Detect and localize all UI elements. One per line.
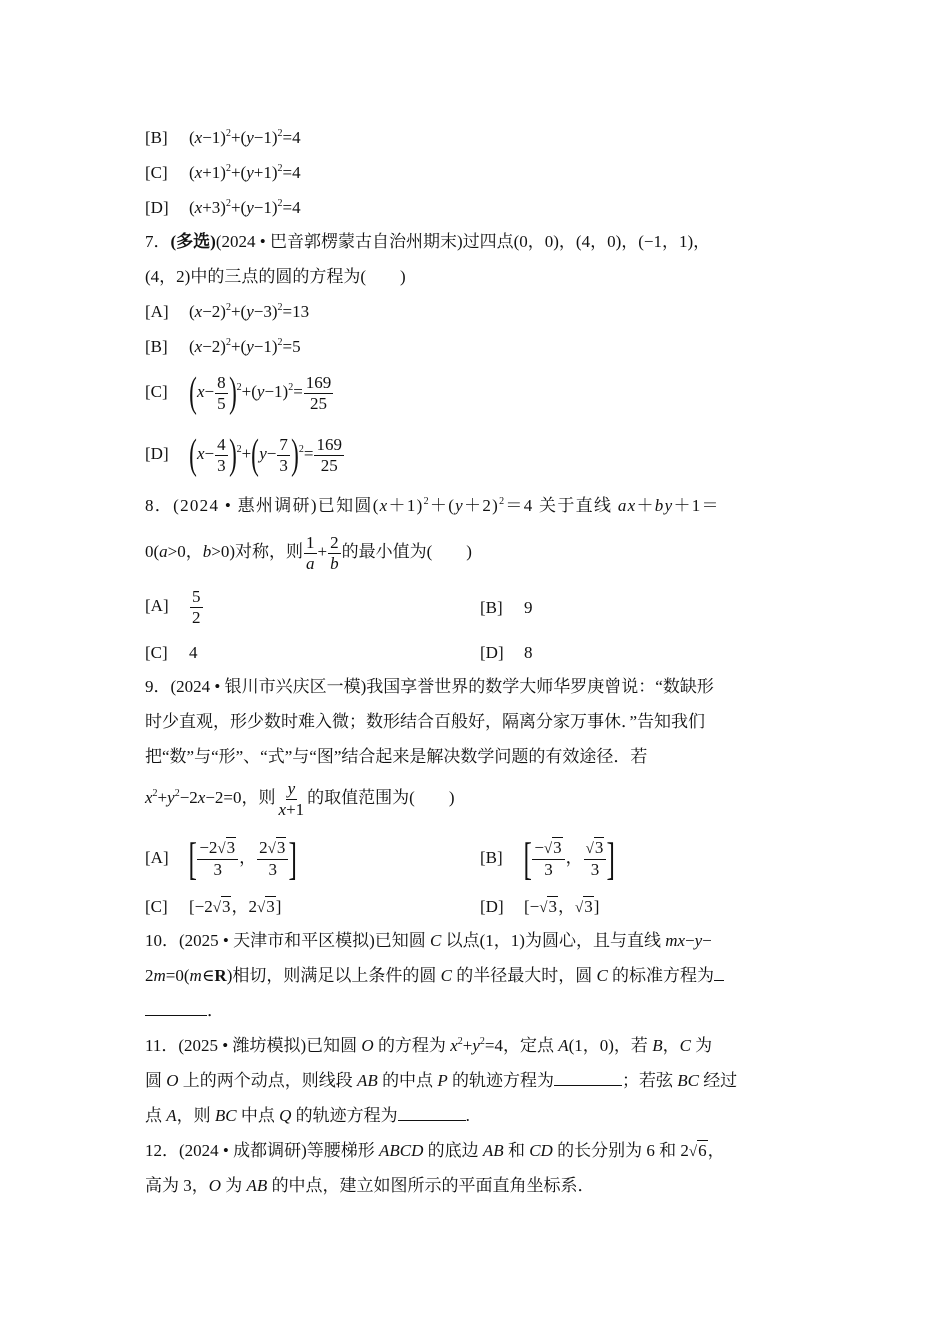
q11-stem-line1 xyxy=(145,1034,712,1058)
question-stem: 过四点(0，0)，(4，0)，(−1，1)， xyxy=(462,232,711,251)
q8-option-a xyxy=(145,584,204,628)
q8-option-b xyxy=(480,596,533,620)
q10-stem-line2 xyxy=(145,964,724,988)
q8-stem-line1 xyxy=(145,494,720,518)
option-label: [B] xyxy=(480,598,503,617)
q11-stem-line2 xyxy=(145,1069,737,1093)
q12-stem-line2 xyxy=(145,1174,595,1198)
answer-blank[interactable] xyxy=(554,1085,622,1086)
answer-blank[interactable] xyxy=(714,980,724,981)
q7-option-d xyxy=(145,432,345,479)
option-label: [B] xyxy=(145,337,168,356)
option-label: [B] xyxy=(480,848,503,867)
question-stem: 已知圆$(x+1)^2+(y+2)^2=4$ 关于直线 ax＋by＋1＝ xyxy=(317,496,720,515)
option-label: [A] xyxy=(145,302,169,321)
option-label: [D] xyxy=(480,897,504,916)
question-stem: 圆 O 上的两个动点，则线段 AB 的中点 P 的轨迹方程为 ；若弦 BC 经过 xyxy=(145,1071,738,1090)
option-label: [A] xyxy=(145,596,169,615)
option-label: [D] xyxy=(145,444,169,463)
q6-option-b xyxy=(145,126,301,150)
question-source: (2025 • 潍坊模拟) xyxy=(178,1036,307,1055)
option-formula: [ $\frac{-2√3}{3}$ ， $\frac{2√3}{3}$ ] xyxy=(188,833,298,885)
answer-blank[interactable] xyxy=(398,1120,466,1121)
question-number: 9． xyxy=(145,677,171,696)
option-text: $(x+3)^2+(y-1)^2=4$ xyxy=(189,198,301,217)
q7-stem-line1 xyxy=(145,230,710,254)
question-number: 12． xyxy=(145,1141,179,1160)
q9-stem-line1 xyxy=(145,675,714,699)
option-label: [D] xyxy=(480,643,504,662)
question-number: 8． xyxy=(145,496,174,515)
q8-option-d xyxy=(480,641,533,665)
q7-option-a xyxy=(145,300,309,324)
option-label: [C] xyxy=(145,382,168,401)
question-number: 11． xyxy=(145,1036,179,1055)
question-stem: ． xyxy=(207,1001,224,1020)
q9-option-b xyxy=(480,833,616,885)
option-text: $(x-2)^2+(y-1)^2=5$ xyxy=(189,337,301,356)
q12-stem-line1 xyxy=(145,1139,725,1164)
question-stem: 0(a>0，b>0)对称，则 $\frac{1}{a}$ + $\frac{2}{b}$ 的最小值为( ) xyxy=(145,532,472,573)
question-source: (2024 • 银川市兴庆区一模) xyxy=(170,677,367,696)
q8-option-c xyxy=(145,641,198,665)
option-label: [B] xyxy=(145,128,168,147)
question-stem: $x^2+y^2-2x-2=0$，则 $\frac{y}{x+1}$ 的取值范围为( ) xyxy=(145,778,455,819)
q9-stem-line4 xyxy=(145,776,454,820)
option-formula: (x− $\frac{8}{5}$ )$^2+(y-1)^2=$ $\frac{169}{25}$ xyxy=(189,370,332,417)
q9-stem-line2: 时少直观，形少数时难入微；数形结合百般好，隔离分家万事休．”告知我们 xyxy=(145,712,706,731)
option-text: 9 xyxy=(524,598,533,617)
question-stem: 我国享誉世界的数学大师华罗庚曾说：“数缺形 xyxy=(366,677,714,696)
question-source: (2024 • 巴音郭楞蒙古自治州期末) xyxy=(215,232,463,251)
option-text: $(x-2)^2+(y-3)^2=13$ xyxy=(189,302,310,321)
question-stem: 已知圆 C 以点(1，1)为圆心，且与直线 mx−y− xyxy=(374,931,712,950)
question-source: (2024 • 惠州调研) xyxy=(173,496,318,515)
q7-option-b xyxy=(145,335,301,359)
option-label: [A] xyxy=(145,848,169,867)
q7-option-c xyxy=(145,370,334,417)
answer-blank[interactable] xyxy=(145,1015,207,1016)
question-source: (2024 • 成都调研) xyxy=(179,1141,307,1160)
q10-stem-line1 xyxy=(145,929,712,953)
option-formula: [−√3，√3] xyxy=(524,897,600,916)
q9-stem-line3: 把“数”与“形”、“式”与“图”结合起来是解决数学问题的有效途径．若 xyxy=(145,747,648,766)
q6-option-d xyxy=(145,196,301,220)
option-formula: (x− $\frac{4}{3}$ )$^2$+(y− $\frac{7}{3}$ )$^2$= $\frac{169}{25}$ xyxy=(189,432,342,479)
option-text: $(x+1)^2+(y+1)^2=4$ xyxy=(189,163,301,182)
q9-option-d xyxy=(480,895,599,920)
q8-stem-line2 xyxy=(145,530,472,574)
question-number: 7． xyxy=(145,232,171,251)
option-formula: [ $\frac{-√3}{3}$ ， $\frac{√3}{3}$ ] xyxy=(523,833,616,885)
q11-stem-line3 xyxy=(145,1104,470,1128)
q9-option-c xyxy=(145,895,281,920)
question-stem: 2m=0(m∈R)相切，则满足以上条件的圆 C 的半径最大时，圆 C 的标准方程为 xyxy=(145,966,715,985)
option-text: 4 xyxy=(189,643,198,662)
q10-stem-line3 xyxy=(145,999,224,1023)
option-label: [C] xyxy=(145,163,168,182)
option-formula: $\frac{5}{2}$ xyxy=(192,586,201,627)
question-stem: 已知圆 O 的方程为 $x^2+y^2=4$，定点 A(1，0)，若 B，C 为 xyxy=(306,1036,713,1055)
question-stem: 等腰梯形 ABCD 的底边 AB 和 CD 的长分别为 6 和 2√6， xyxy=(306,1141,725,1160)
question-stem: 点 A，则 BC 中点 Q 的轨迹方程为 . xyxy=(145,1106,470,1125)
option-label: [D] xyxy=(145,198,169,217)
option-label: [C] xyxy=(145,643,168,662)
q9-option-a xyxy=(145,833,298,885)
question-source: (2025 • 天津市和平区模拟) xyxy=(179,931,375,950)
option-formula: [−2√3，2√3] xyxy=(189,897,282,916)
option-text: $(x-1)^2+(y-1)^2=4$ xyxy=(189,128,301,147)
question-number: 10． xyxy=(145,931,179,950)
q7-stem-line2: (4，2)中的三点的圆的方程为( ) xyxy=(145,267,406,286)
q6-option-c xyxy=(145,161,301,185)
multi-select-tag: (多选) xyxy=(170,232,216,251)
question-stem: 高为 3，O 为 AB 的中点，建立如图所示的平面直角坐标系． xyxy=(145,1176,595,1195)
option-text: 8 xyxy=(524,643,533,662)
option-label: [C] xyxy=(145,897,168,916)
